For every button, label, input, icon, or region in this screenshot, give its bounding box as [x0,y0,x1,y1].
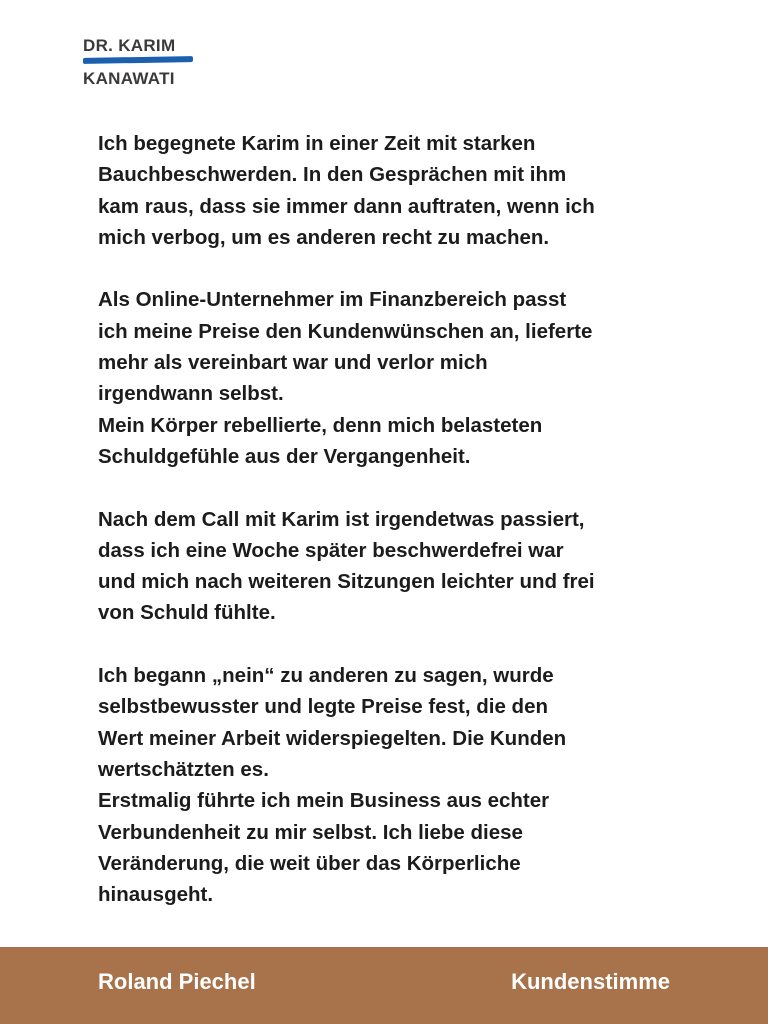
paragraph: Nach dem Call mit Karim ist irgendetwas passiert, dass ich eine Woche später beschwerdefrei war und mich nach weiteren Sitzungen leichter und frei von Schuld fühlte. [98,507,595,625]
testimonial-text [98,128,688,942]
logo-line-2: KANAWATI [83,69,175,88]
paragraph: Als Online-Unternehmer im Finanzbereich passt ich meine Preise den Kundenwünschen an, lieferte mehr als vereinbart war und verlor mich irgendwann selbst. Mein Körper rebellierte, denn mich belasteten Schuldgefühle aus der Vergangenheit. [98,288,593,468]
paragraph: Ich begegnete Karim in einer Zeit mit starken Bauchbeschwerden. In den Gesprächen mit ihm kam raus, dass sie immer dann auftraten, wenn ich mich verbog, um es anderen recht zu machen. [98,132,595,249]
footer-bar [0,947,768,1024]
logo-brush-stroke [83,56,193,64]
logo [83,36,195,89]
testimonial-label: Kundenstimme [511,969,670,994]
author-name: Roland Piechel [98,969,256,994]
logo-line-1: DR. KARIM [83,36,176,55]
paragraph: Ich begann „nein“ zu anderen zu sagen, wurde selbstbewusster und legte Preise fest, die den Wert meiner Arbeit widerspiegelten. Die Kunden wertschätzten es. Erstmalig führte ich mein Business aus echter Verbundenheit zu mir selbst. Ich liebe diese Veränderung, die weit über das Körperliche hinausgeht. [98,664,567,907]
